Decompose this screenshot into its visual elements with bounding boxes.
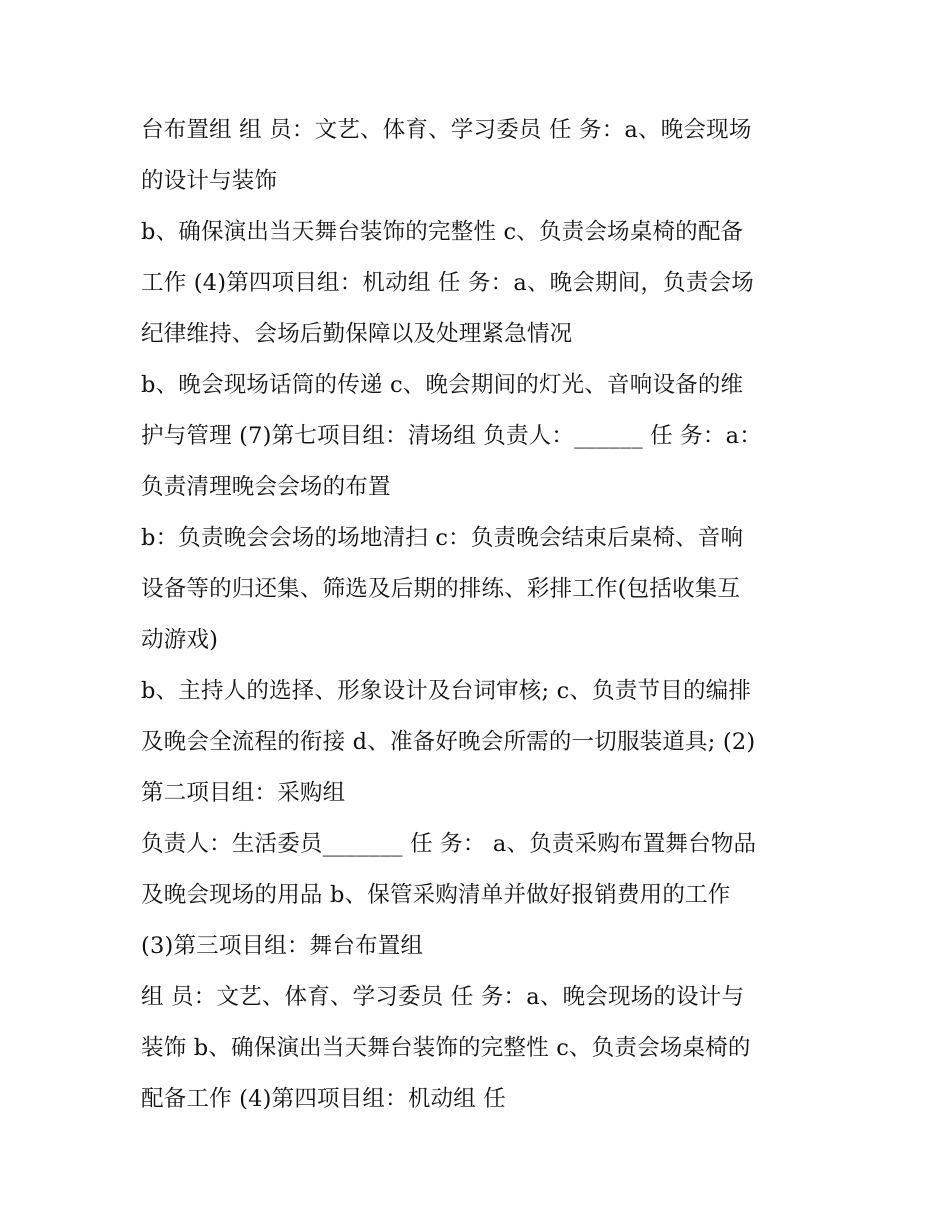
text-line-10: 设备等的归还集、筛选及后期的排练、彩排工作(包括收集互 <box>141 576 741 602</box>
text-line-5: 纪律维持、会场后勤保障以及处理紧急情况 <box>141 321 573 347</box>
text-line-2: 的设计与装饰 <box>141 168 278 194</box>
text-line-18: 组 员：文艺、体育、学习委员 任 务：a、晚会现场的设计与 <box>141 984 745 1010</box>
text-line-6: b、晚会现场话筒的传递 c、晚会期间的灯光、音响设备的维 <box>141 372 744 398</box>
text-line-19: 装饰 b、确保演出当天舞台装饰的完整性 c、负责会场桌椅的 <box>141 1035 751 1061</box>
text-line-14: 第二项目组：采购组 <box>141 780 346 806</box>
text-line-1: 台布置组 组 员：文艺、体育、学习委员 任 务：a、晚会现场 <box>141 117 752 143</box>
text-line-7: 护与管理 (7)第七项目组：清场组 负责人：______ 任 务：a： <box>141 423 762 449</box>
document-body <box>141 105 821 1125</box>
text-line-9: b：负责晚会会场的场地清扫 c：负责晚会结束后桌椅、音响 <box>141 525 744 551</box>
text-line-17: (3)第三项目组：舞台布置组 <box>141 933 424 959</box>
text-line-20: 配备工作 (4)第四项目组：机动组 任 <box>141 1086 506 1112</box>
text-line-4: 工作 (4)第四项目组：机动组 任 务：a、晚会期间，负责会场 <box>141 270 754 296</box>
text-line-12: b、主持人的选择、形象设计及台词审核; c、负责节目的编排 <box>141 678 752 704</box>
text-line-16: 及晚会现场的用品 b、保管采购清单并做好报销费用的工作 <box>141 882 731 908</box>
text-line-8: 负责清理晚会会场的布置 <box>141 474 391 500</box>
text-line-3: b、确保演出当天舞台装饰的完整性 c、负责会场桌椅的配备 <box>141 219 744 245</box>
text-line-11: 动游戏) <box>141 627 219 653</box>
text-line-15: 负责人：生活委员_______ 任 务： a、负责采购布置舞台物品 <box>141 831 757 857</box>
text-line-13: 及晚会全流程的衔接 d、准备好晚会所需的一切服装道具; (2) <box>141 729 756 755</box>
